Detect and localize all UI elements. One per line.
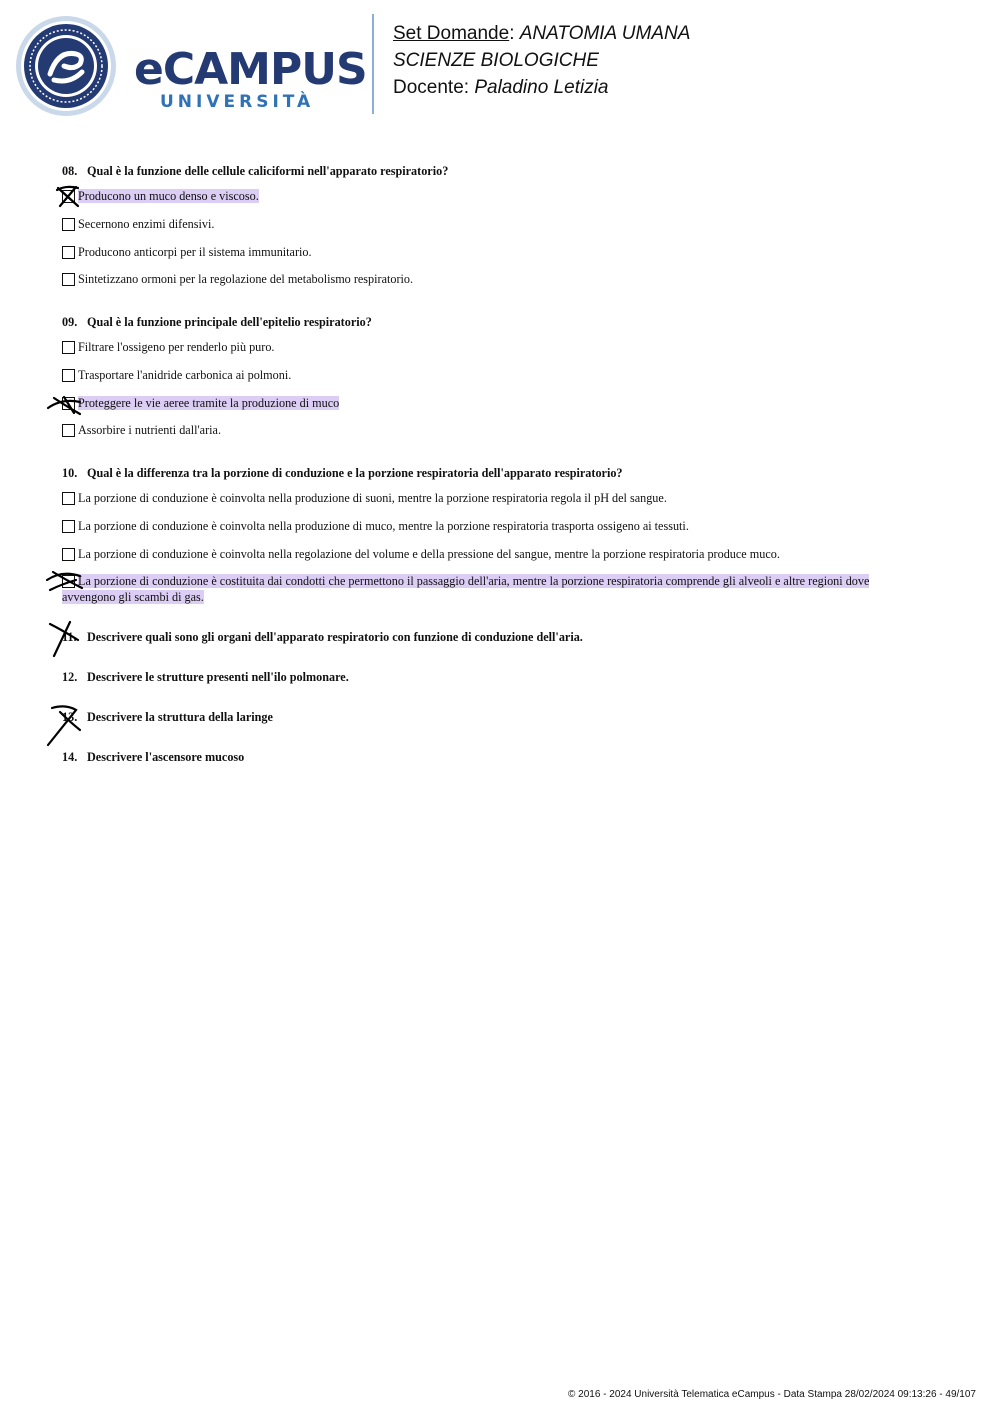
pen-cross-mark <box>48 706 80 745</box>
question-text: Qual è la differenza tra la porzione di conduzione e la porzione respiratoria dell'apparato respiratorio? <box>87 466 623 480</box>
question-text: Descrivere quali sono gli organi dell'apparato respiratorio con funzione di conduzione dell'aria. <box>87 630 583 644</box>
option-text: Secernono enzimi difensivi. <box>78 217 215 231</box>
question-text: Descrivere le strutture presenti nell'ilo polmonare. <box>87 670 349 684</box>
pen-cross-mark <box>50 622 78 656</box>
question-text: Descrivere l'ascensore mucoso <box>87 750 245 764</box>
question-number: 08. <box>62 164 78 178</box>
set-separator: : <box>509 23 520 44</box>
option-text: La porzione di conduzione è costituita dai condotti che permettono il passaggio dell'aria, mentre la porzione respiratoria comprende gli alveoli e altre regioni dove <box>78 574 870 588</box>
question-number: 11. <box>62 630 77 644</box>
question-number: 10. <box>62 466 78 480</box>
question-number: 14. <box>62 750 78 764</box>
question-text: Qual è la funzione principale dell'epitelio respiratorio? <box>87 315 372 329</box>
option-text: Sintetizzano ormoni per la regolazione del metabolismo respiratorio. <box>78 272 414 286</box>
option-text: La porzione di conduzione è coinvolta nella produzione di suoni, mentre la porzione respiratoria regola il pH del sangue. <box>78 491 667 505</box>
question-number: 12. <box>62 670 78 684</box>
set-label: Set Domande <box>393 23 510 44</box>
option-text: Proteggere le vie aeree tramite la produzione di muco <box>78 396 340 410</box>
set-subject: ANATOMIA UMANA <box>519 23 691 44</box>
option-text: Trasportare l'anidride carbonica ai polmoni. <box>78 368 292 382</box>
teacher-name: Paladino Letizia <box>474 77 609 98</box>
option-text: Producono anticorpi per il sistema immunitario. <box>78 245 312 259</box>
question-text: Qual è la funzione delle cellule caliciformi nell'apparato respiratorio? <box>87 164 449 178</box>
question-text: Descrivere la struttura della laringe <box>87 710 273 724</box>
question-number: 13. <box>62 710 78 724</box>
question-number: 09. <box>62 315 78 329</box>
teacher-label: Docente: <box>393 77 475 98</box>
pen-cross-mark <box>57 187 78 206</box>
course-name: SCIENZE BIOLOGICHE <box>393 50 599 71</box>
pen-cross-mark <box>48 397 80 414</box>
pen-cross-mark <box>47 572 82 590</box>
page-footer: © 2016 - 2024 Università Telematica eCampus - Data Stampa 28/02/2024 09:13:26 - 49/107 <box>568 1389 976 1400</box>
brand-subtitle: UNIVERSITÀ <box>160 92 315 112</box>
option-text: La porzione di conduzione è coinvolta nella regolazione del volume e della pressione del sangue, mentre la porzione respiratoria produce muco. <box>78 547 780 561</box>
option-text: Producono un muco denso e viscoso. <box>78 189 259 203</box>
brand-name: eCAMPUS <box>134 44 367 95</box>
option-text: Filtrare l'ossigeno per renderlo più puro. <box>78 340 275 354</box>
option-text-continued: avvengono gli scambi di gas. <box>62 590 204 604</box>
option-text: Assorbire i nutrienti dall'aria. <box>78 423 221 437</box>
option-text: La porzione di conduzione è coinvolta nella produzione di muco, mentre la porzione respiratoria trasporta ossigeno ai tessuti. <box>78 519 689 533</box>
